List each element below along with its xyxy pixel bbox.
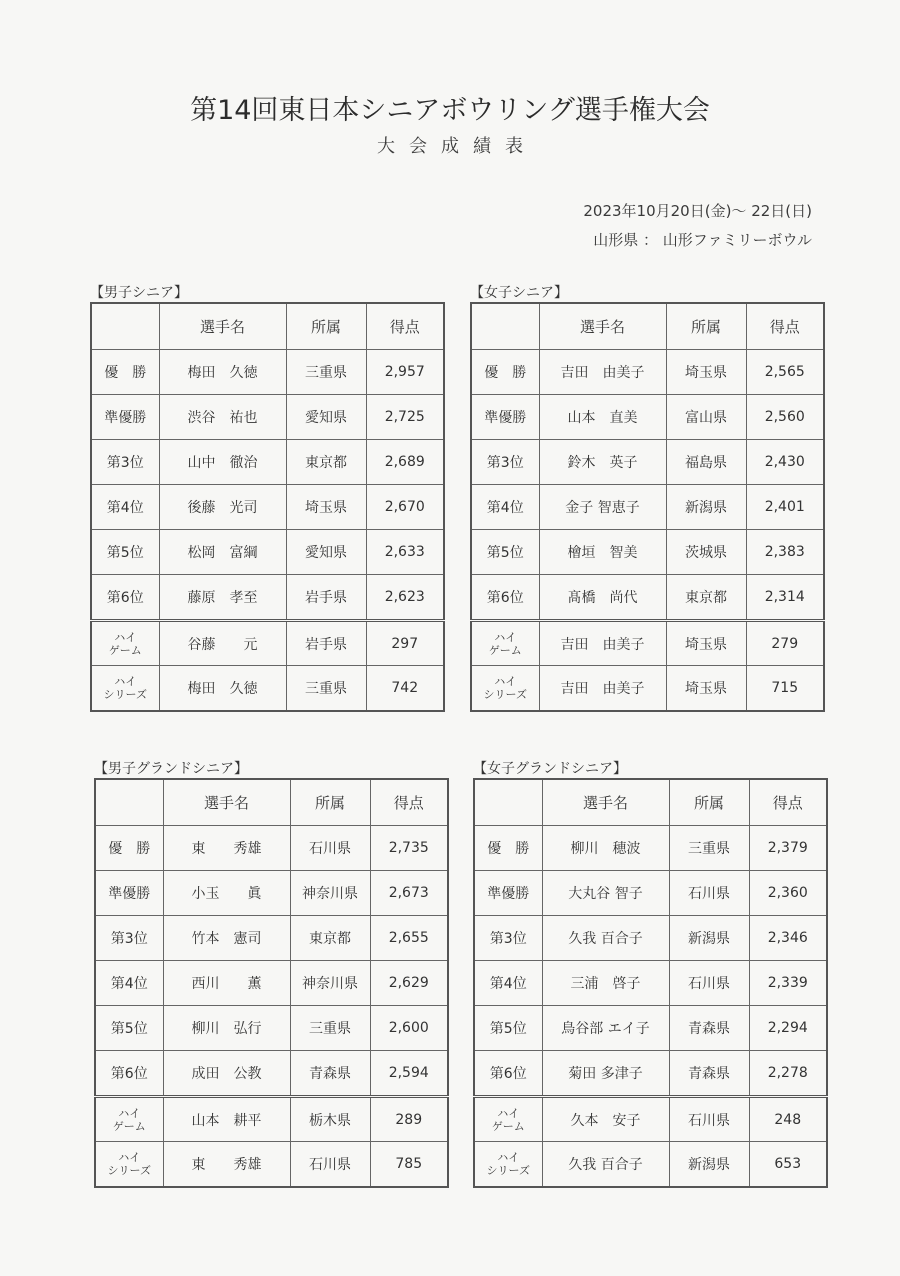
affiliation-cell: 埼玉県	[666, 621, 746, 666]
rank-cell: ハイ ゲーム	[471, 621, 539, 666]
header-name: 選手名	[539, 303, 666, 350]
page-subtitle: 大会成績表	[377, 136, 537, 157]
rank-cell: 第4位	[471, 485, 539, 530]
section-title: 【女子シニア】	[470, 285, 568, 301]
score-cell: 2,401	[746, 485, 824, 530]
header-blank-cell	[471, 303, 539, 350]
rank-cell: 第5位	[471, 530, 539, 575]
table-row	[474, 1006, 827, 1051]
score-cell: 2,430	[746, 440, 824, 485]
header-affiliation: 所属	[666, 303, 746, 350]
affiliation-cell: 愛知県	[286, 530, 366, 575]
score-cell: 2,623	[366, 575, 444, 621]
score-cell: 2,346	[749, 916, 827, 961]
table-row	[471, 440, 824, 485]
header-row	[471, 303, 824, 350]
table-row	[95, 1097, 448, 1142]
rank-cell: 準優勝	[91, 395, 159, 440]
affiliation-cell: 東京都	[290, 916, 370, 961]
score-cell: 297	[366, 621, 444, 666]
score-cell: 2,957	[366, 350, 444, 395]
affiliation-cell: 埼玉県	[666, 666, 746, 712]
player-name-cell: 吉田 由美子	[539, 350, 666, 395]
rank-cell: ハイ シリーズ	[471, 666, 539, 712]
affiliation-cell: 神奈川県	[290, 961, 370, 1006]
score-cell: 2,294	[749, 1006, 827, 1051]
score-cell: 248	[749, 1097, 827, 1142]
affiliation-cell: 三重県	[286, 666, 366, 712]
score-cell: 2,594	[370, 1051, 448, 1097]
rank-cell: 第6位	[95, 1051, 163, 1097]
header-blank-cell	[474, 779, 542, 826]
results-table	[94, 778, 449, 1188]
section-women-grand-senior	[473, 760, 828, 1188]
results-table	[473, 778, 828, 1188]
section-women-senior	[470, 284, 825, 712]
table-row	[474, 1097, 827, 1142]
table-row	[474, 1142, 827, 1188]
rank-cell: 第6位	[474, 1051, 542, 1097]
header-row	[95, 779, 448, 826]
header-blank-cell	[91, 303, 159, 350]
header-score: 得点	[370, 779, 448, 826]
table-row	[474, 1051, 827, 1097]
affiliation-cell: 新潟県	[669, 916, 749, 961]
table-row	[95, 1142, 448, 1188]
player-name-cell: 渋谷 祐也	[159, 395, 286, 440]
player-name-cell: 谷藤 元	[159, 621, 286, 666]
score-cell: 289	[370, 1097, 448, 1142]
rank-cell: 第3位	[474, 916, 542, 961]
header-blank-cell	[95, 779, 163, 826]
header-row	[91, 303, 444, 350]
section-men-senior	[90, 284, 445, 712]
affiliation-cell: 石川県	[290, 1142, 370, 1188]
rank-cell: 準優勝	[471, 395, 539, 440]
table-row	[91, 575, 444, 621]
page-title: 第14回東日本シニアボウリング選手権大会	[190, 95, 710, 126]
score-cell: 2,689	[366, 440, 444, 485]
player-name-cell: 吉田 由美子	[539, 621, 666, 666]
rank-cell: 第4位	[91, 485, 159, 530]
table-row	[471, 395, 824, 440]
rank-cell: 第5位	[474, 1006, 542, 1051]
rank-cell: ハイ ゲーム	[474, 1097, 542, 1142]
header-affiliation: 所属	[669, 779, 749, 826]
score-cell: 2,600	[370, 1006, 448, 1051]
affiliation-cell: 愛知県	[286, 395, 366, 440]
header-score: 得点	[366, 303, 444, 350]
score-cell: 742	[366, 666, 444, 712]
table-row	[471, 666, 824, 712]
score-cell: 2,278	[749, 1051, 827, 1097]
results-table	[470, 302, 825, 712]
player-name-cell: 金子 智恵子	[539, 485, 666, 530]
table-row	[91, 395, 444, 440]
rank-cell: 第4位	[474, 961, 542, 1006]
affiliation-cell: 三重県	[290, 1006, 370, 1051]
table-row	[471, 350, 824, 395]
affiliation-cell: 東京都	[666, 575, 746, 621]
score-cell: 2,360	[749, 871, 827, 916]
player-name-cell: 久我 百合子	[542, 1142, 669, 1188]
table-row	[95, 871, 448, 916]
affiliation-cell: 石川県	[669, 871, 749, 916]
rank-cell: 第3位	[471, 440, 539, 485]
score-cell: 2,725	[366, 395, 444, 440]
results-table	[90, 302, 445, 712]
section-title: 【男子シニア】	[90, 285, 188, 301]
rank-cell: 第3位	[95, 916, 163, 961]
rank-cell: ハイ シリーズ	[95, 1142, 163, 1188]
rank-cell: 準優勝	[474, 871, 542, 916]
affiliation-cell: 茨城県	[666, 530, 746, 575]
rank-cell: ハイ シリーズ	[91, 666, 159, 712]
table-row	[471, 530, 824, 575]
score-cell: 2,655	[370, 916, 448, 961]
rank-cell: 準優勝	[95, 871, 163, 916]
table-row	[474, 871, 827, 916]
affiliation-cell: 石川県	[669, 1097, 749, 1142]
table-row	[95, 916, 448, 961]
table-row	[91, 621, 444, 666]
table-row	[471, 485, 824, 530]
section-title: 【女子グランドシニア】	[473, 761, 627, 777]
score-cell: 2,339	[749, 961, 827, 1006]
affiliation-cell: 福島県	[666, 440, 746, 485]
player-name-cell: 小玉 眞	[163, 871, 290, 916]
score-cell: 2,633	[366, 530, 444, 575]
rank-cell: ハイ ゲーム	[95, 1097, 163, 1142]
affiliation-cell: 石川県	[290, 826, 370, 871]
header-affiliation: 所属	[290, 779, 370, 826]
player-name-cell: 山本 耕平	[163, 1097, 290, 1142]
score-cell: 715	[746, 666, 824, 712]
player-name-cell: 久本 安子	[542, 1097, 669, 1142]
affiliation-cell: 岩手県	[286, 621, 366, 666]
table-row	[91, 350, 444, 395]
score-cell: 2,565	[746, 350, 824, 395]
affiliation-cell: 三重県	[286, 350, 366, 395]
affiliation-cell: 青森県	[669, 1006, 749, 1051]
rank-cell: 第3位	[91, 440, 159, 485]
table-row	[95, 1051, 448, 1097]
affiliation-cell: 栃木県	[290, 1097, 370, 1142]
affiliation-cell: 東京都	[286, 440, 366, 485]
table-row	[471, 575, 824, 621]
table-row	[91, 530, 444, 575]
header-affiliation: 所属	[286, 303, 366, 350]
score-cell: 785	[370, 1142, 448, 1188]
affiliation-cell: 埼玉県	[666, 350, 746, 395]
affiliation-cell: 青森県	[669, 1051, 749, 1097]
rank-cell: 優 勝	[474, 826, 542, 871]
score-cell: 2,383	[746, 530, 824, 575]
header-score: 得点	[746, 303, 824, 350]
score-cell: 2,673	[370, 871, 448, 916]
player-name-cell: 東 秀雄	[163, 826, 290, 871]
player-name-cell: 髙橋 尚代	[539, 575, 666, 621]
rank-cell: 第6位	[91, 575, 159, 621]
rank-cell: 第4位	[95, 961, 163, 1006]
player-name-cell: 後藤 光司	[159, 485, 286, 530]
rank-cell: 第5位	[91, 530, 159, 575]
player-name-cell: 松岡 富綱	[159, 530, 286, 575]
table-row	[474, 916, 827, 961]
affiliation-cell: 新潟県	[666, 485, 746, 530]
event-venue: 山形県 ： 山形ファミリーボウル	[593, 231, 812, 249]
player-name-cell: 吉田 由美子	[539, 666, 666, 712]
section-men-grand-senior	[94, 760, 449, 1188]
player-name-cell: 柳川 穂波	[542, 826, 669, 871]
header-name: 選手名	[163, 779, 290, 826]
player-name-cell: 東 秀雄	[163, 1142, 290, 1188]
affiliation-cell: 新潟県	[669, 1142, 749, 1188]
table-row	[474, 961, 827, 1006]
player-name-cell: 鈴木 英子	[539, 440, 666, 485]
score-cell: 653	[749, 1142, 827, 1188]
player-name-cell: 菊田 多津子	[542, 1051, 669, 1097]
score-cell: 2,629	[370, 961, 448, 1006]
table-row	[91, 485, 444, 530]
affiliation-cell: 三重県	[669, 826, 749, 871]
player-name-cell: 西川 薫	[163, 961, 290, 1006]
header-name: 選手名	[159, 303, 286, 350]
rank-cell: 優 勝	[95, 826, 163, 871]
player-name-cell: 鳥谷部 エイ子	[542, 1006, 669, 1051]
table-row	[91, 440, 444, 485]
player-name-cell: 梅田 久徳	[159, 666, 286, 712]
table-row	[95, 961, 448, 1006]
player-name-cell: 成田 公教	[163, 1051, 290, 1097]
rank-cell: ハイ シリーズ	[474, 1142, 542, 1188]
player-name-cell: 大丸谷 智子	[542, 871, 669, 916]
rank-cell: ハイ ゲーム	[91, 621, 159, 666]
rank-cell: 優 勝	[91, 350, 159, 395]
rank-cell: 第6位	[471, 575, 539, 621]
player-name-cell: 檜垣 智美	[539, 530, 666, 575]
score-cell: 2,560	[746, 395, 824, 440]
score-cell: 2,379	[749, 826, 827, 871]
affiliation-cell: 富山県	[666, 395, 746, 440]
table-row	[91, 666, 444, 712]
affiliation-cell: 神奈川県	[290, 871, 370, 916]
score-cell: 2,314	[746, 575, 824, 621]
table-row	[95, 826, 448, 871]
player-name-cell: 藤原 孝至	[159, 575, 286, 621]
section-title: 【男子グランドシニア】	[94, 761, 248, 777]
rank-cell: 優 勝	[471, 350, 539, 395]
score-cell: 2,670	[366, 485, 444, 530]
player-name-cell: 梅田 久徳	[159, 350, 286, 395]
header-name: 選手名	[542, 779, 669, 826]
rank-cell: 第5位	[95, 1006, 163, 1051]
player-name-cell: 柳川 弘行	[163, 1006, 290, 1051]
player-name-cell: 久我 百合子	[542, 916, 669, 961]
player-name-cell: 竹本 憲司	[163, 916, 290, 961]
affiliation-cell: 石川県	[669, 961, 749, 1006]
header-row	[474, 779, 827, 826]
affiliation-cell: 青森県	[290, 1051, 370, 1097]
affiliation-cell: 埼玉県	[286, 485, 366, 530]
table-row	[471, 621, 824, 666]
player-name-cell: 山本 直美	[539, 395, 666, 440]
score-cell: 279	[746, 621, 824, 666]
player-name-cell: 山中 徹治	[159, 440, 286, 485]
affiliation-cell: 岩手県	[286, 575, 366, 621]
score-cell: 2,735	[370, 826, 448, 871]
table-row	[474, 826, 827, 871]
player-name-cell: 三浦 啓子	[542, 961, 669, 1006]
event-date: 2023年10月20日(金)～ 22日(日)	[583, 202, 812, 220]
table-row	[95, 1006, 448, 1051]
header-score: 得点	[749, 779, 827, 826]
